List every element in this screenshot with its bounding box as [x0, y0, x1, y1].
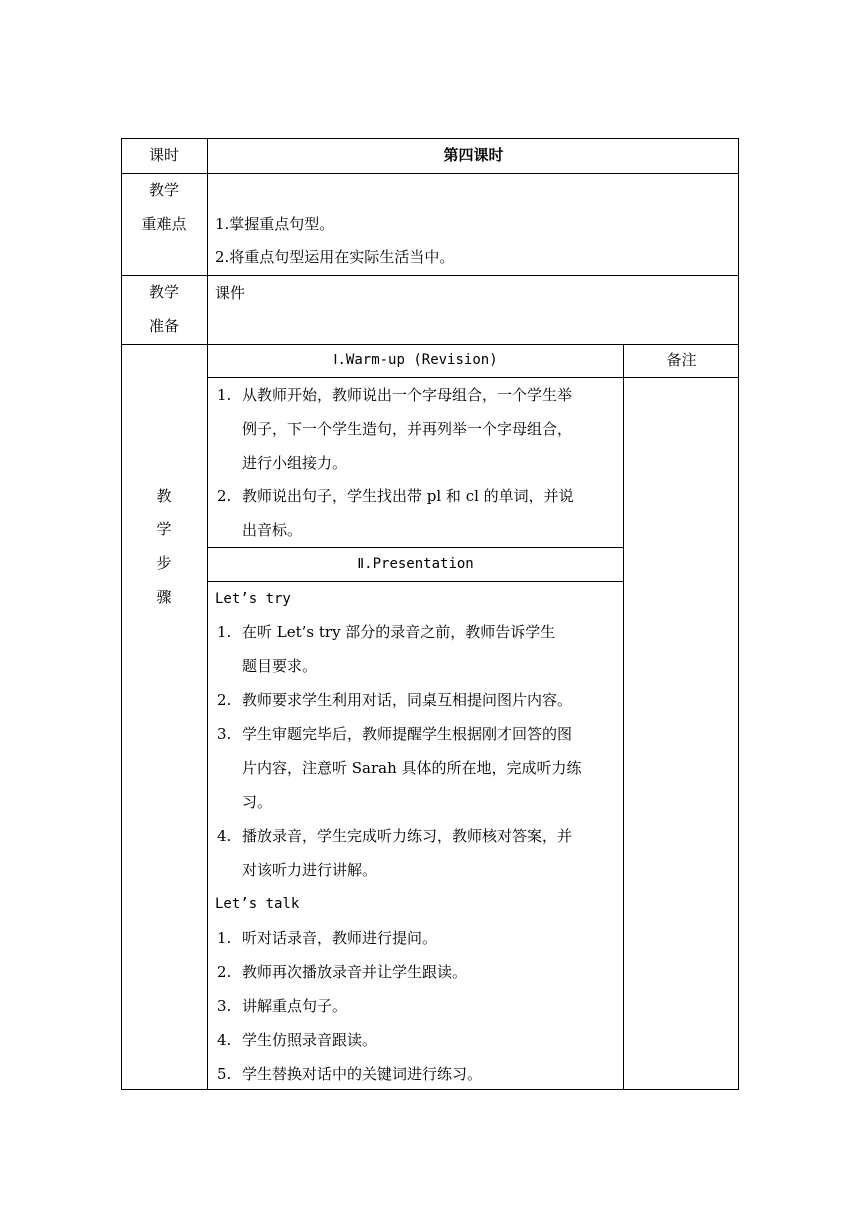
header-label: 课时: [148, 146, 179, 164]
list-item-line: 教师再次播放录音并让学生跟读。: [242, 963, 468, 981]
list-number: 3.: [217, 725, 232, 743]
list-item-line: 听对话录音，教师进行提问。: [242, 929, 438, 947]
list-item-line: 学生审题完毕后，教师提醒学生根据刚才回答的图: [242, 725, 573, 743]
steps-label-char: 步: [156, 554, 172, 572]
list-item-line: 学生替换对话中的关键词进行练习。: [242, 1065, 483, 1083]
try-heading: Let’s try: [215, 591, 291, 607]
col-divider: [623, 344, 624, 1090]
list-item-line: 教师说出句子，学生找出带 pl 和 cl 的单词，并说: [242, 487, 574, 505]
col-divider: [207, 138, 208, 1090]
row-divider: [208, 581, 624, 582]
list-item-line: 进行小组接力。: [242, 454, 348, 472]
list-number: 2.: [217, 487, 232, 505]
list-item-line: 题目要求。: [242, 657, 318, 675]
row-divider: [208, 377, 739, 378]
list-number: 4.: [217, 1031, 232, 1049]
lesson-table: [121, 138, 739, 1090]
list-item-line: 对该听力进行讲解。: [242, 861, 378, 879]
list-item-line: 在听 Let’s try 部分的录音之前，教师告诉学生: [242, 623, 556, 641]
list-number: 3.: [217, 997, 232, 1015]
list-item-line: 学生仿照录音跟读。: [242, 1031, 378, 1049]
list-item-line: 从教师开始，教师说出一个字母组合，一个学生举: [242, 386, 573, 404]
row-divider: [121, 275, 739, 276]
row-divider: [121, 344, 739, 345]
list-item-line: 习。: [242, 793, 273, 811]
list-number: 2.: [217, 691, 232, 709]
difficulty-item: 2.将重点句型运用在实际生活当中。: [215, 248, 455, 266]
prep-label-line1: 教学: [148, 283, 179, 301]
difficulty-label-line2: 重难点: [141, 215, 187, 233]
talk-heading: Let’s talk: [215, 896, 300, 912]
list-item-line: 播放录音，学生完成听力练习，教师核对答案，并: [242, 827, 573, 845]
list-number: 1.: [217, 623, 232, 641]
difficulty-item: 1.掌握重点句型。: [215, 215, 335, 233]
list-number: 5.: [217, 1065, 232, 1083]
prep-value: 课件: [215, 284, 246, 302]
presentation-title: Ⅱ.Presentation: [357, 556, 474, 572]
difficulty-label-line1: 教学: [148, 181, 179, 199]
list-item-line: 出音标。: [242, 521, 303, 539]
steps-label-char: 学: [156, 520, 172, 538]
row-divider: [121, 173, 739, 174]
remark-header: 备注: [666, 351, 697, 369]
row-divider: [208, 547, 624, 548]
steps-label-char: 骤: [156, 588, 172, 606]
prep-label-line2: 准备: [148, 317, 179, 335]
list-item-line: 例子，下一个学生造句，并再列举一个字母组合，: [242, 420, 573, 438]
warmup-title: Ⅰ.Warm-up (Revision): [333, 352, 498, 368]
list-number: 4.: [217, 827, 232, 845]
list-number: 2.: [217, 963, 232, 981]
list-item-line: 片内容，注意听 Sarah 具体的所在地，完成听力练: [242, 759, 582, 777]
list-item-line: 教师要求学生利用对话，同桌互相提问图片内容。: [242, 691, 573, 709]
list-number: 1.: [217, 929, 232, 947]
header-value: 第四课时: [443, 146, 504, 164]
steps-label-char: 教: [156, 487, 172, 505]
list-item-line: 讲解重点句子。: [242, 997, 348, 1015]
list-number: 1.: [217, 386, 232, 404]
